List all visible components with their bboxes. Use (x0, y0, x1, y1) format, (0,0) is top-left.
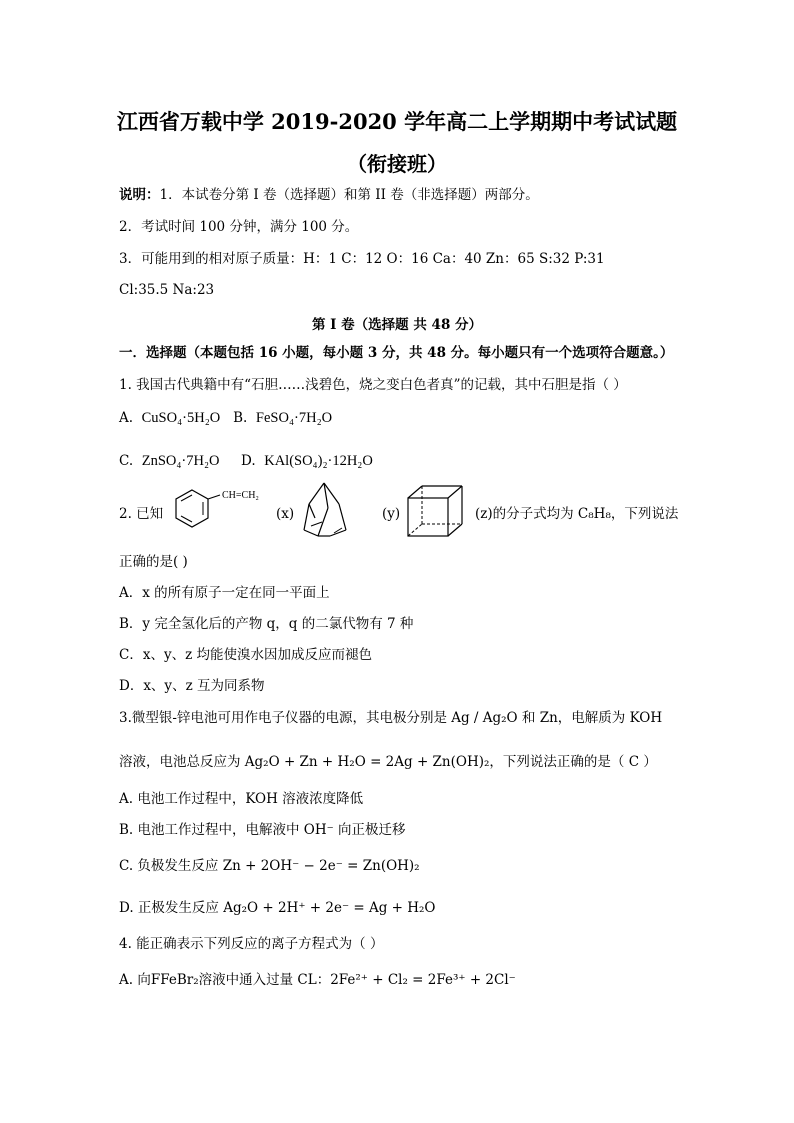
q1-d-label: D. (240, 453, 256, 469)
q1-a-label: A. (119, 410, 134, 426)
instruction-1: 说明：1．本试卷分第 I 卷（选择题）和第 II 卷（非选择题）两部分。 (119, 187, 539, 203)
q4-option-a: A. 向FFeBr₂溶液中通入过量 CL：2Fe²⁺ + Cl₂ = 2Fe³⁺ + 2Cl⁻ (119, 972, 516, 988)
q4-stem: 4. 能正确表示下列反应的离子方程式为（ ） (119, 936, 384, 952)
instruction-2: 2．考试时间 100 分钟，满分 100 分。 (119, 219, 359, 235)
q2-option-b: B．y 完全氢化后的产物 q，q 的二氯代物有 7 种 (119, 616, 414, 632)
part1-title: 第 I 卷（选择题 共 48 分） (311, 317, 483, 333)
q3-option-d: D. 正极发生反应 Ag₂O + 2H⁺ + 2e⁻ = Ag + H₂O (119, 900, 436, 916)
q3-option-a: A. 电池工作过程中，KOH 溶液浓度降低 (119, 791, 364, 807)
q3-option-c: C. 负极发生反应 Zn + 2OH⁻ − 2e⁻ = Zn(OH)₂ (119, 858, 420, 874)
q1-stem: 1. 我国古代典籍中有“石胆……浅碧色，烧之变白色者真”的记载，其中石胆是指（ ） (119, 377, 627, 393)
page-title: 江西省万载中学 2019-2020 学年高二上学期期中考试试题 (116, 109, 678, 134)
q2-option-d: D．x、y、z 互为同系物 (119, 678, 265, 694)
q1-options-ab (119, 409, 332, 427)
q2-stem-continued: 正确的是( ) (119, 554, 188, 570)
q2-option-c: C．x、y、z 均能使溴水因加成反应而褪色 (119, 647, 372, 663)
q3-stem-1: 3.微型银-锌电池可用作电子仪器的电源，其电极分别是 Ag / Ag₂O 和 Zn，电解质为 KOH (119, 710, 663, 726)
instruction-3-continued: Cl:35.5 Na:23 (119, 282, 215, 298)
q1-c-formula: ZnSO₄·7H₂O (141, 453, 220, 469)
instruction-label: 说明： (119, 187, 160, 203)
page-subtitle: （衔接班） (347, 152, 447, 176)
q1-a-formula: CuSO₄·5H₂O (141, 410, 221, 426)
q1-options-cd (119, 452, 373, 470)
q2-option-a: A．x 的所有原子一定在同一平面上 (119, 585, 330, 601)
q3-option-b: B. 电池工作过程中，电解液中 OH⁻ 向正极迁移 (119, 822, 406, 838)
bicyclic-structure (294, 478, 358, 540)
y-label: (y) (382, 506, 401, 522)
instruction-3: 3．可能用到的相对原子质量：H：1 C：12 O：16 Ca：40 Zn：65 S:32 P:31 (119, 251, 605, 267)
q1-b-formula: FeSO₄·7H₂O (255, 410, 333, 426)
q1-c-label: C. (119, 453, 134, 469)
vinyl-label: CH=CH₂ (222, 490, 259, 501)
q3-stem-2: 溶液，电池总反应为 Ag₂O + Zn + H₂O = 2Ag + Zn(OH)₂，下列说法正确的是（ C ） (119, 754, 657, 770)
cubane-structure (405, 484, 467, 540)
x-label: (x) (276, 506, 295, 522)
section1-title: 一．选择题（本题包括 16 小题，每小题 3 分，共 48 分。每小题只有一个选项符合题意。） (119, 345, 674, 361)
q2-stem: (z)的分子式均为 C₈H₈，下列说法 (475, 506, 679, 522)
q1-d-formula: KAl(SO₄)₂·12H₂O (264, 453, 373, 469)
q2-prefix: 2. 已知 (119, 506, 164, 522)
q1-b-label: B. (233, 410, 248, 426)
